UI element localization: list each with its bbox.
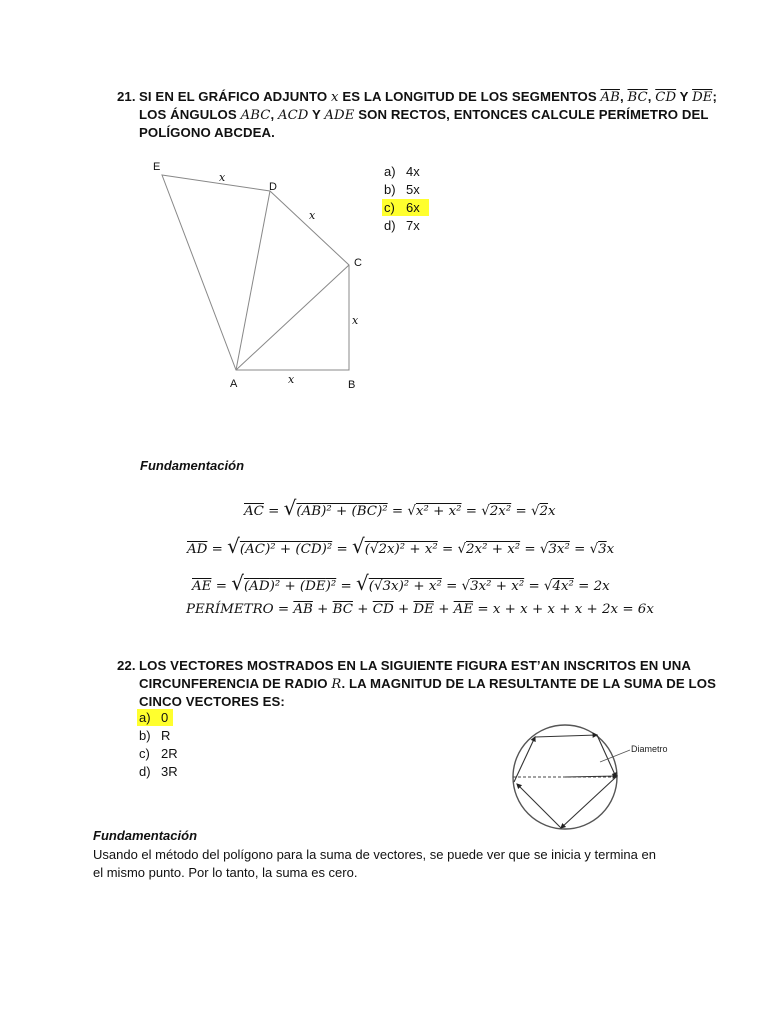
equation-ae: $\overline{AE} = √(AD)^2 + (DE)^2 = √(√3x)^2 + x^2 = √3x^2 + x^2 = √4x^2 = 2x$ [192,571,610,595]
option-b[interactable]: b) 5x [384,182,420,197]
polygon-abcdea [162,175,349,370]
vector-circle-figure [505,720,685,840]
equation-ac: $\overline{AC} = √(AB)^2 + (BC)^2 = √x^2 + x^2 = √2x^2 = √2x$ [244,496,556,520]
vector-4 [561,777,616,828]
option-d[interactable]: d) 3R [139,764,178,779]
diametro-label: Diametro [631,744,668,754]
polygon-figure [140,155,370,400]
point-label-a: A [230,378,238,390]
question-text-line: CINCO VECTORES ES: [139,694,285,709]
fundamentacion-title: Fundamentación [140,458,245,473]
option-a[interactable]: a) 4x [384,164,420,179]
segment-label-ab: x [288,373,295,386]
option-c[interactable]: c) 2R [139,746,178,761]
segment-label-bc: x [352,314,359,327]
segment-label-cd: x [309,209,316,222]
explanation-line: Usando el método del polígono para la suma de vectores, se puede ver que se inicia y termina en [93,847,656,862]
explanation-line: el mismo punto. Por lo tanto, la suma es cero. [93,865,358,880]
fundamentacion-title: Fundamentación [93,828,198,843]
point-label-c: C [354,257,362,269]
question-text-line: POLÍGONO ABCDEA. [139,125,275,140]
question-text-line: SI EN EL GRÁFICO ADJUNTO x ES LA LONGITUD DE LOS SEGMENTOS $\overline{AB}$, $\overline{BC}$, $\overline{CD}$ Y $\overline{DE}$; [139,89,717,105]
equation-perimetro: PERÍMETRO = $\overline{AB} + \overline{BC} + \overline{CD} + \overline{DE} + \overline{AE} = x + x + x + x + 2x = 6x$ [186,602,654,617]
point-label-d: D [269,181,277,193]
question-text-line: CIRCUNFERENCIA DE RADIO R. LA MAGNITUD DE LA RESULTANTE DE LA SUMA DE LOS [139,676,716,692]
point-label-b: B [348,379,356,391]
vector-2 [535,735,597,737]
question-text-line: LOS VECTORES MOSTRADOS EN LA SIGUIENTE FIGURA EST’AN INSCRITOS EN UNA [139,658,692,673]
segment-label-de: x [219,171,226,184]
point-label-e: E [153,161,161,173]
question-number: 22. [117,658,136,673]
equation-ad: $\overline{AD} = √(AC)^2 + (CD)^2 = √(√2x)^2 + x^2 = √2x^2 + x^2 = √3x^2 = √3x$ [187,534,615,558]
option-a-highlighted[interactable]: a) 0 [137,709,173,726]
option-c-highlighted[interactable]: c) 6x [382,199,429,216]
question-number: 21. [117,89,136,104]
option-b[interactable]: b) R [139,728,171,743]
option-d[interactable]: d) 7x [384,218,420,233]
question-text-line: LOS ÁNGULOS ABC, ACD Y ADE SON RECTOS, ENTONCES CALCULE PERÍMETRO DEL [139,107,709,123]
